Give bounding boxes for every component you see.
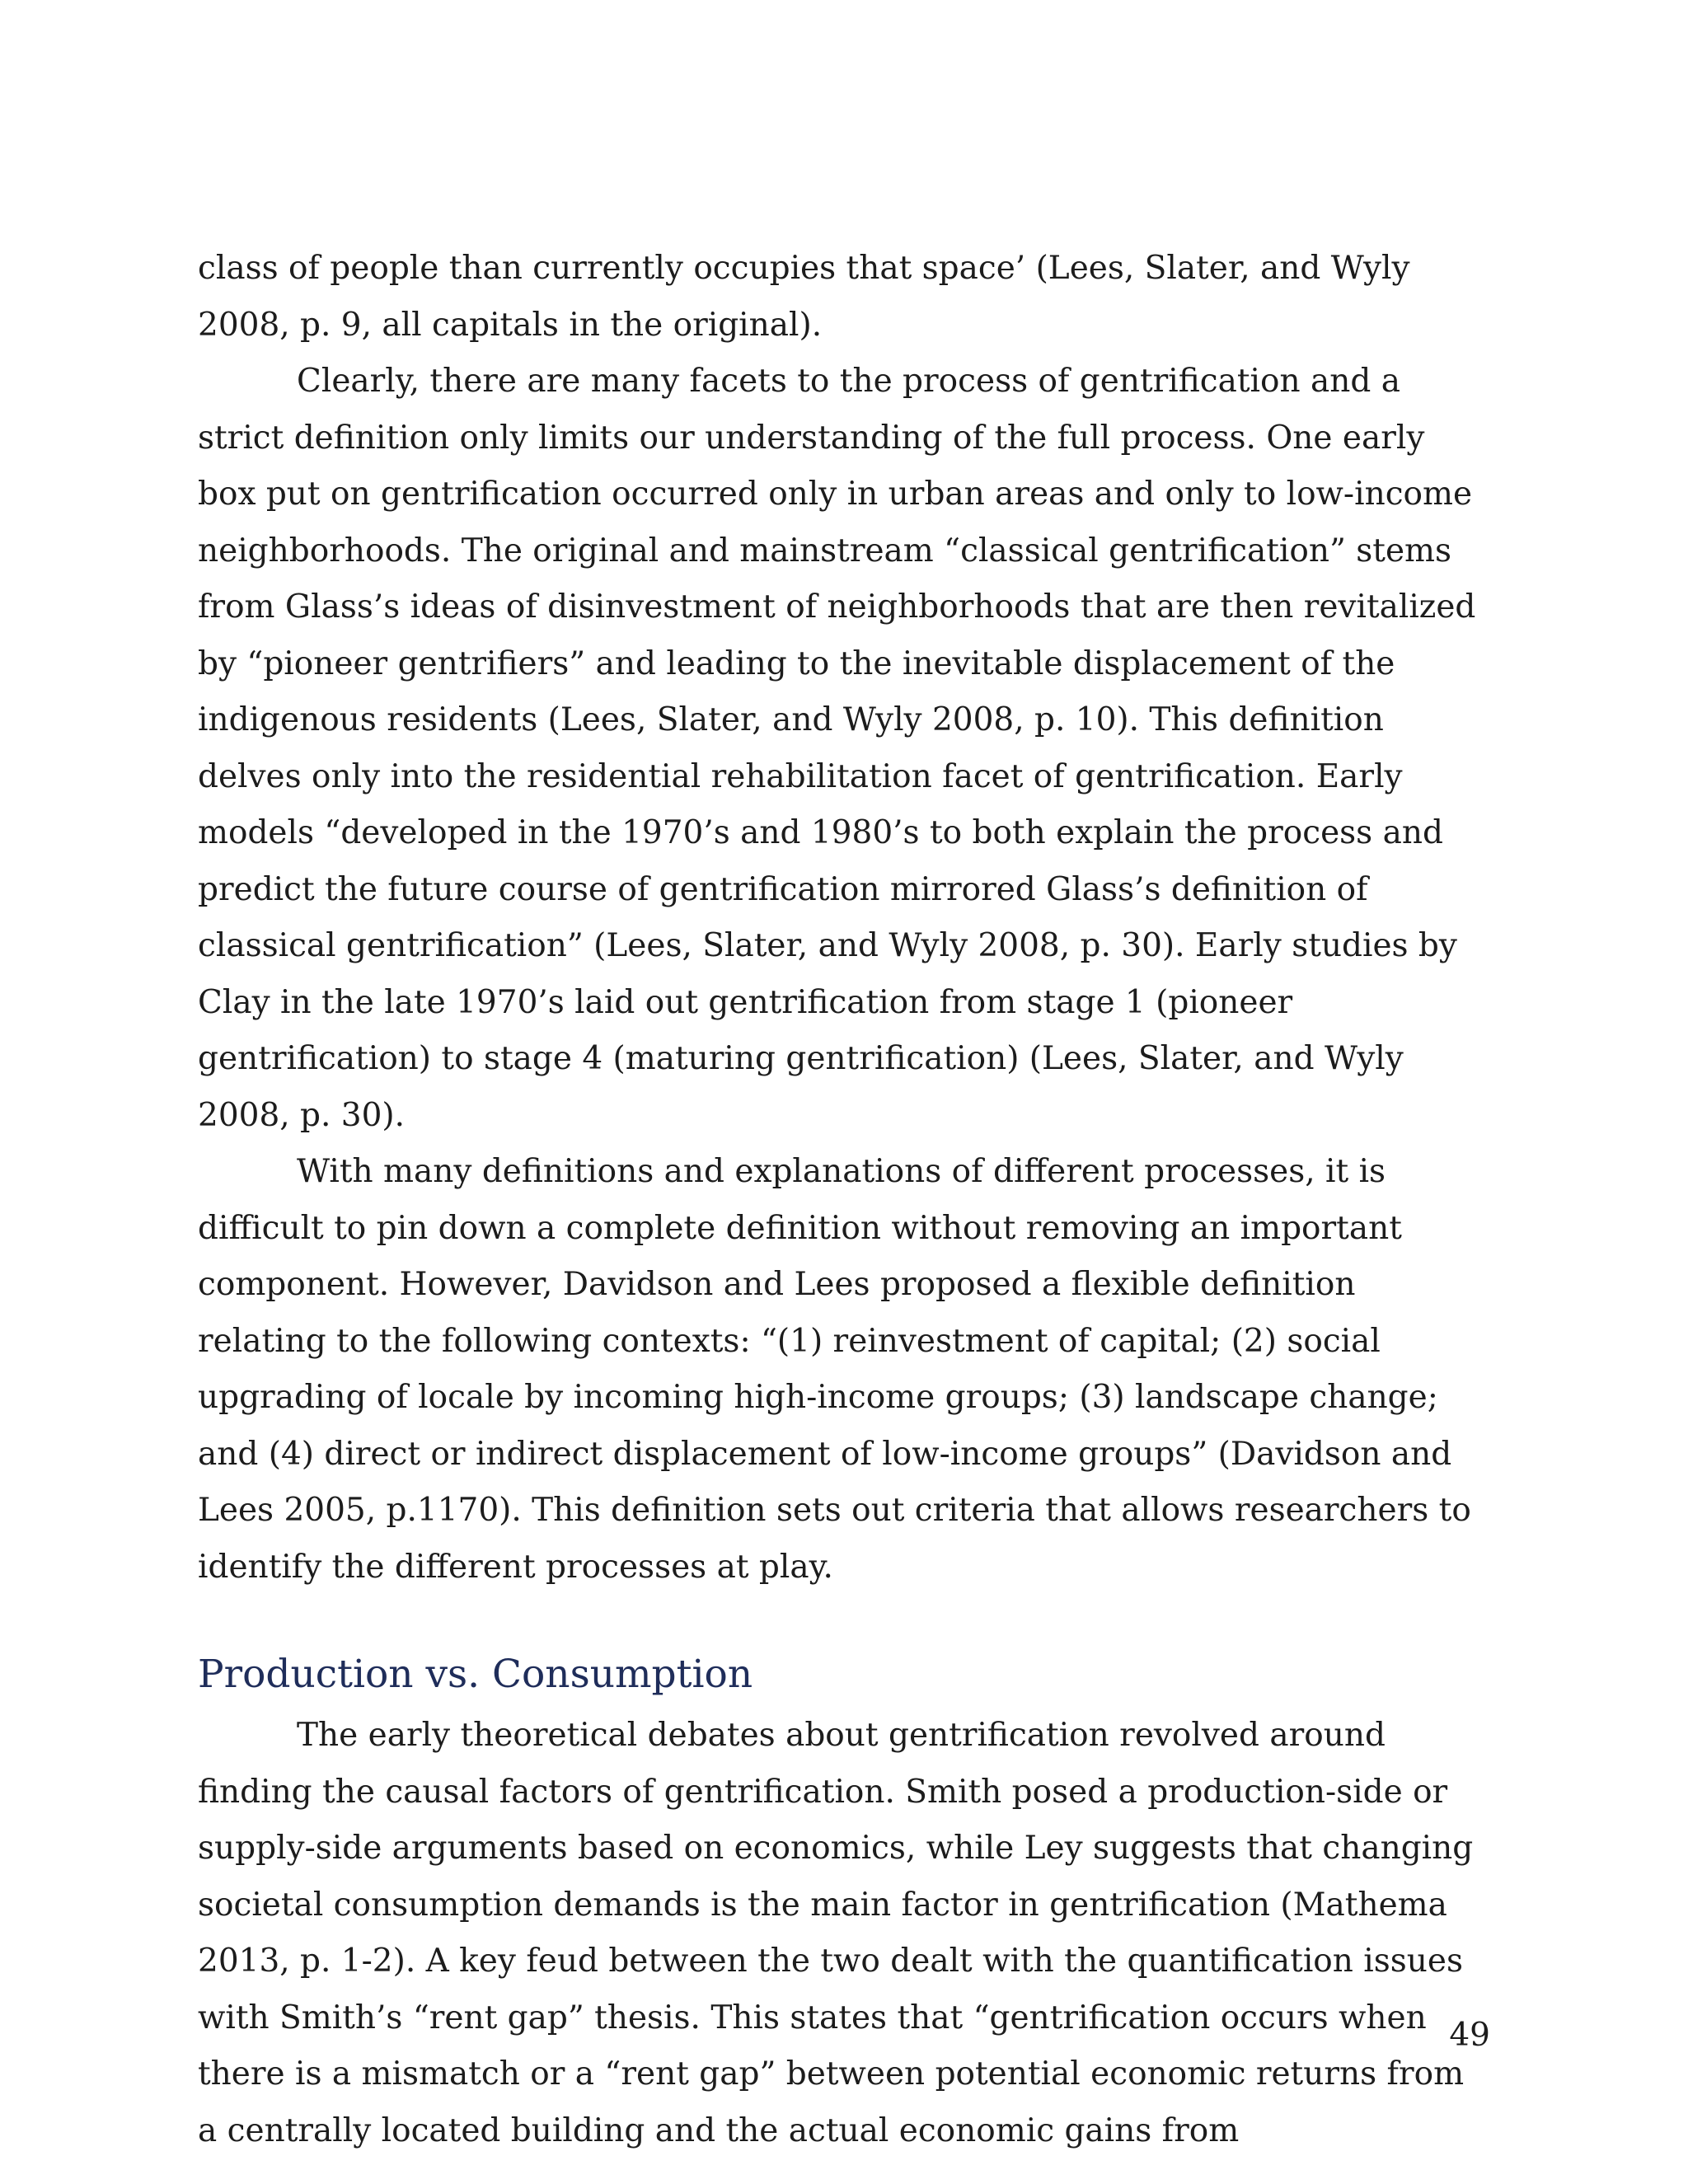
page-body [198, 241, 1492, 2159]
paragraph-debates: The early theoretical debates about gentrification revolved around finding the causal factors of gentrification. Smith posed a production-side or supply-side arguments based on economics, while Ley suggests that changing societal consumption demands is the main factor in gentrification (Mathema 2013, p. 1-2). A key feud between the two dealt with the quantification issues with Smith’s “rent gap” thesis. This states that “gentrification occurs when there is a mismatch or a “rent gap” between potential economic returns from a centrally located building and the actual economic gains from [198, 1717, 1474, 2149]
paragraph-definitions: With many definitions and explanations of different processes, it is difficult to pin down a complete definition without removing an important component. However, Davidson and Lees proposed a flexible definition relating to the following contexts: “(1) reinvestment of capital; (2) social upgrading of locale by incoming high-income groups; (3) landscape change; and (4) direct or indirect displacement of low-income groups” (Davidson and Lees 2005, p.1170). This definition sets out criteria that allows researchers to identify the different processes at play. [198, 1153, 1471, 1586]
section-heading: Production vs. Consumption [198, 1652, 753, 1697]
paragraph-continuation: class of people than currently occupies that space’ (Lees, Slater, and Wyly 2008, p. 9, all capitals in the original). [198, 250, 1410, 344]
page-number: 49 [1449, 2017, 1490, 2054]
paragraph-facets: Clearly, there are many facets to the process of gentrification and a strict definition only limits our understanding of the full process. One early box put on gentrification occurred only in urban areas and only to low-income neighborhoods. The original and mainstream “classical gentrification” stems from Glass’s ideas of disinvestment of neighborhoods that are then revitalized by “pioneer gentrifiers” and leading to the inevitable displacement of the indigenous residents (Lees, Slater, and Wyly 2008, p. 10). This definition delves only into the residential rehabilitation facet of gentrification. Early models “developed in the 1970’s and 1980’s to both explain the process and predict the future course of gentrification mirrored Glass’s definition of classical gentrification” (Lees, Slater, and Wyly 2008, p. 30). Early studies by Clay in the late 1970’s laid out gentrification from stage 1 (pioneer gentrification) to stage 4 (maturing gentrification) (Lees, Slater, and Wyly 2008, p. 30). [198, 363, 1476, 1134]
